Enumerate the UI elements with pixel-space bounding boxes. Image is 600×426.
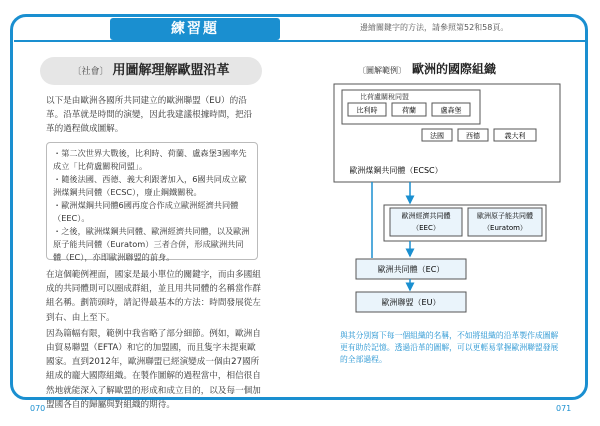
eec-name: 歐洲經濟共同體 bbox=[401, 212, 451, 220]
west-germany-label: 西德 bbox=[466, 132, 480, 140]
body-paragraph: 在這個範例裡面，國家是最小單位的關鍵字，而由多國組成的共同體則可以圈成群組，並且用共同體的名稱當作群組名稱。劃箭頭時，請記得最基本的方法：時間發展從左到右、由上至下。 bbox=[46, 270, 261, 323]
benelux-label: 比荷盧關稅同盟 bbox=[360, 93, 409, 101]
bullet-item: ・第二次世界大戰後，比利時、荷蘭、盧森堡3國率先成立「比荷盧關稅同盟」。 bbox=[53, 148, 247, 171]
euratom-abbr: （Euratom） bbox=[483, 224, 527, 232]
instruction-text: 邊繪關鍵字的方法，請參照第52和58頁。 bbox=[360, 23, 509, 32]
eu-label: 歐洲聯盟（EU） bbox=[381, 298, 441, 307]
diagram-title: 歐洲的國際組織 bbox=[412, 62, 497, 76]
italy-label: 義大利 bbox=[504, 132, 526, 140]
right-page-number: 071 bbox=[556, 404, 572, 413]
diagram-tag: 〔圖解範例〕 bbox=[358, 66, 406, 75]
intro-paragraph: 以下是由歐洲各國所共同建立的歐洲聯盟（EU）的沿革。沿革就是時間的演變，因此我建議根據時間，把沿革的過程做成圖解。 bbox=[46, 96, 253, 134]
ec-label: 歐洲共同體（EC） bbox=[377, 265, 445, 274]
luxembourg-label: 盧森堡 bbox=[440, 106, 462, 115]
france-label: 法國 bbox=[430, 132, 444, 140]
left-page-number: 070 bbox=[30, 404, 46, 413]
bullet-item: ・隨後法國、西德、義大利跟著加入，6國共同成立歐洲煤鋼共同體（ECSC），廢止鋼鐵關稅。 bbox=[53, 174, 247, 197]
exercise-title: 練習題 bbox=[110, 18, 280, 40]
bullet-item: ・之後，歐洲煤鋼共同體、歐洲經濟共同體，以及歐洲原子能共同體（Euratom）三者合併，形成歐洲共同體（EC），亦即歐洲聯盟的前身。 bbox=[53, 226, 250, 262]
body-paragraph: 因為篇幅有限，範例中我省略了部分細節。例如，歐洲自由貿易聯盟（EFTA）和它的加盟國，而且隻字未提東歐國家。直到2012年，歐洲聯盟已經演變成一個由27國所組成的龐大國際組織。在製作圖解的過程當中，相信很自然地就能深入了解歐盟的形成和成立目的，以及每一個加盟國各自的歸屬與對組織的期待。 bbox=[46, 328, 261, 410]
ecsc-label: 歐洲煤鋼共同體（ECSC） bbox=[349, 166, 443, 175]
belgium-label: 比利時 bbox=[356, 106, 378, 115]
euratom-name: 歐洲原子能共同體 bbox=[477, 212, 533, 220]
banner-tag: 〔社會〕 bbox=[72, 67, 109, 77]
banner-title: 用圖解理解歐盟沿革 bbox=[112, 63, 230, 78]
diagram-caption: 與其分別寫下每一個組織的名稱，不如將組織的沿革製作成圖解更有助於記憶。透過沿革的圖解，可以更輕易掌握歐洲聯盟發展的全部過程。 bbox=[340, 331, 559, 364]
netherlands-label: 荷蘭 bbox=[402, 106, 416, 115]
bullet-item: ・歐洲煤鋼共同體6國再度合作成立歐洲經濟共同體（EEC）。 bbox=[53, 200, 239, 223]
eec-abbr: （EEC） bbox=[412, 224, 440, 232]
